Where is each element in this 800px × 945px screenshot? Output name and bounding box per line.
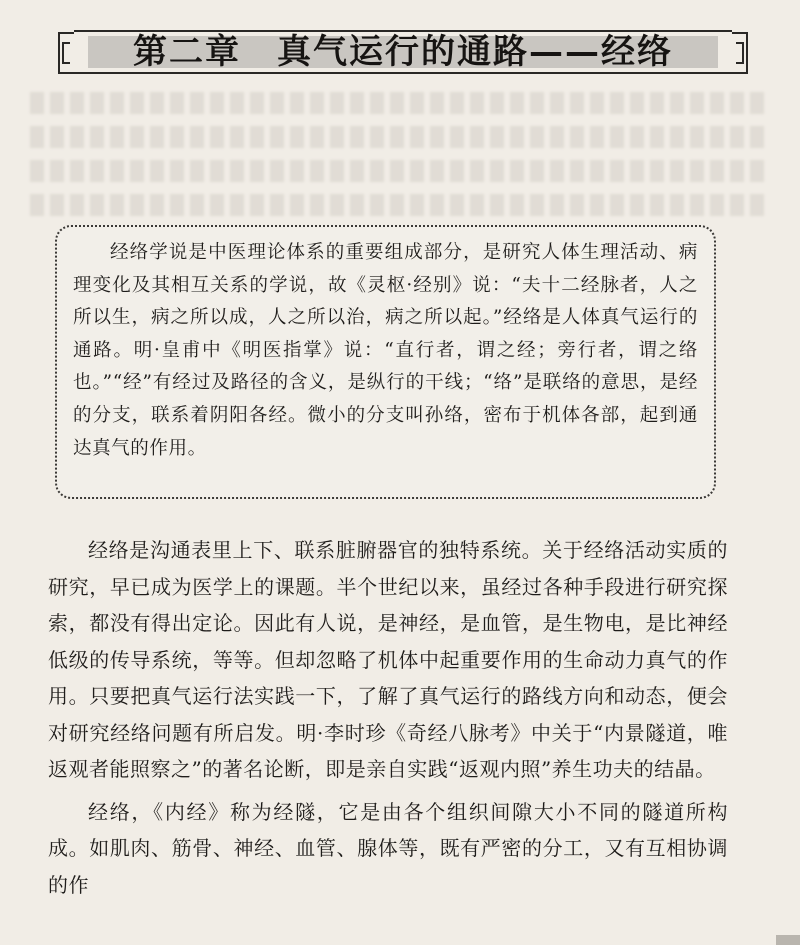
summary-box [55,225,716,499]
body-paragraph: 经络，《内经》称为经隧，它是由各个组织间隙大小不同的隧道所构成。如肌肉、筋骨、神经、血管、腺体等，既有严密的分工，又有互相协调的作 [48,799,728,897]
bleed-through-line [30,92,770,114]
bleed-through-line [30,126,770,148]
bleed-through-line [30,194,770,216]
header-rule-bottom [74,72,732,74]
chapter-title: 第二章 真气运行的通路——经络 [133,32,673,72]
body-text [48,532,728,903]
body-paragraph: 经络是沟通表里上下、联系脏腑器官的独特系统。关于经络活动实质的研究，早已成为医学上的课题。半个世纪以来，虽经过各种手段进行研究探索，都没有得出定论。因此有人说，是神经，是血管，是生物电，是比神经低级的传导系统，等等。但却忽略了机体中起重要作用的生命动力真气的作用。只要把真气运行法实践一下，了解了真气运行的路线方向和动态，便会对研究经络问题有所启发。明·李时珍《奇经八脉考》中关于“内景隧道，唯返观者能照察之”的著名论断，即是亲自实践“返观内照”养生功夫的结晶。 [48,538,728,781]
bleed-through-line [30,160,770,182]
chapter-header [58,20,748,80]
page-corner [776,935,800,945]
summary-text: 经络学说是中医理论体系的重要组成部分，是研究人体生理活动、病理变化及其相互关系的学说，故《灵枢·经别》说：“夫十二经脉者，人之所以生，病之所以成，人之所以治，病之所以起。”经络是人体真气运行的通路。明·皇甫中《明医指掌》说：“直行者，谓之经；旁行者，谓之络也。”“经”有经过及路径的含义，是纵行的干线；“络”是联络的意思，是经的分支，联系着阴阳各经。微小的分支叫孙络，密布于机体各部，起到通达真气的作用。 [73,242,698,459]
